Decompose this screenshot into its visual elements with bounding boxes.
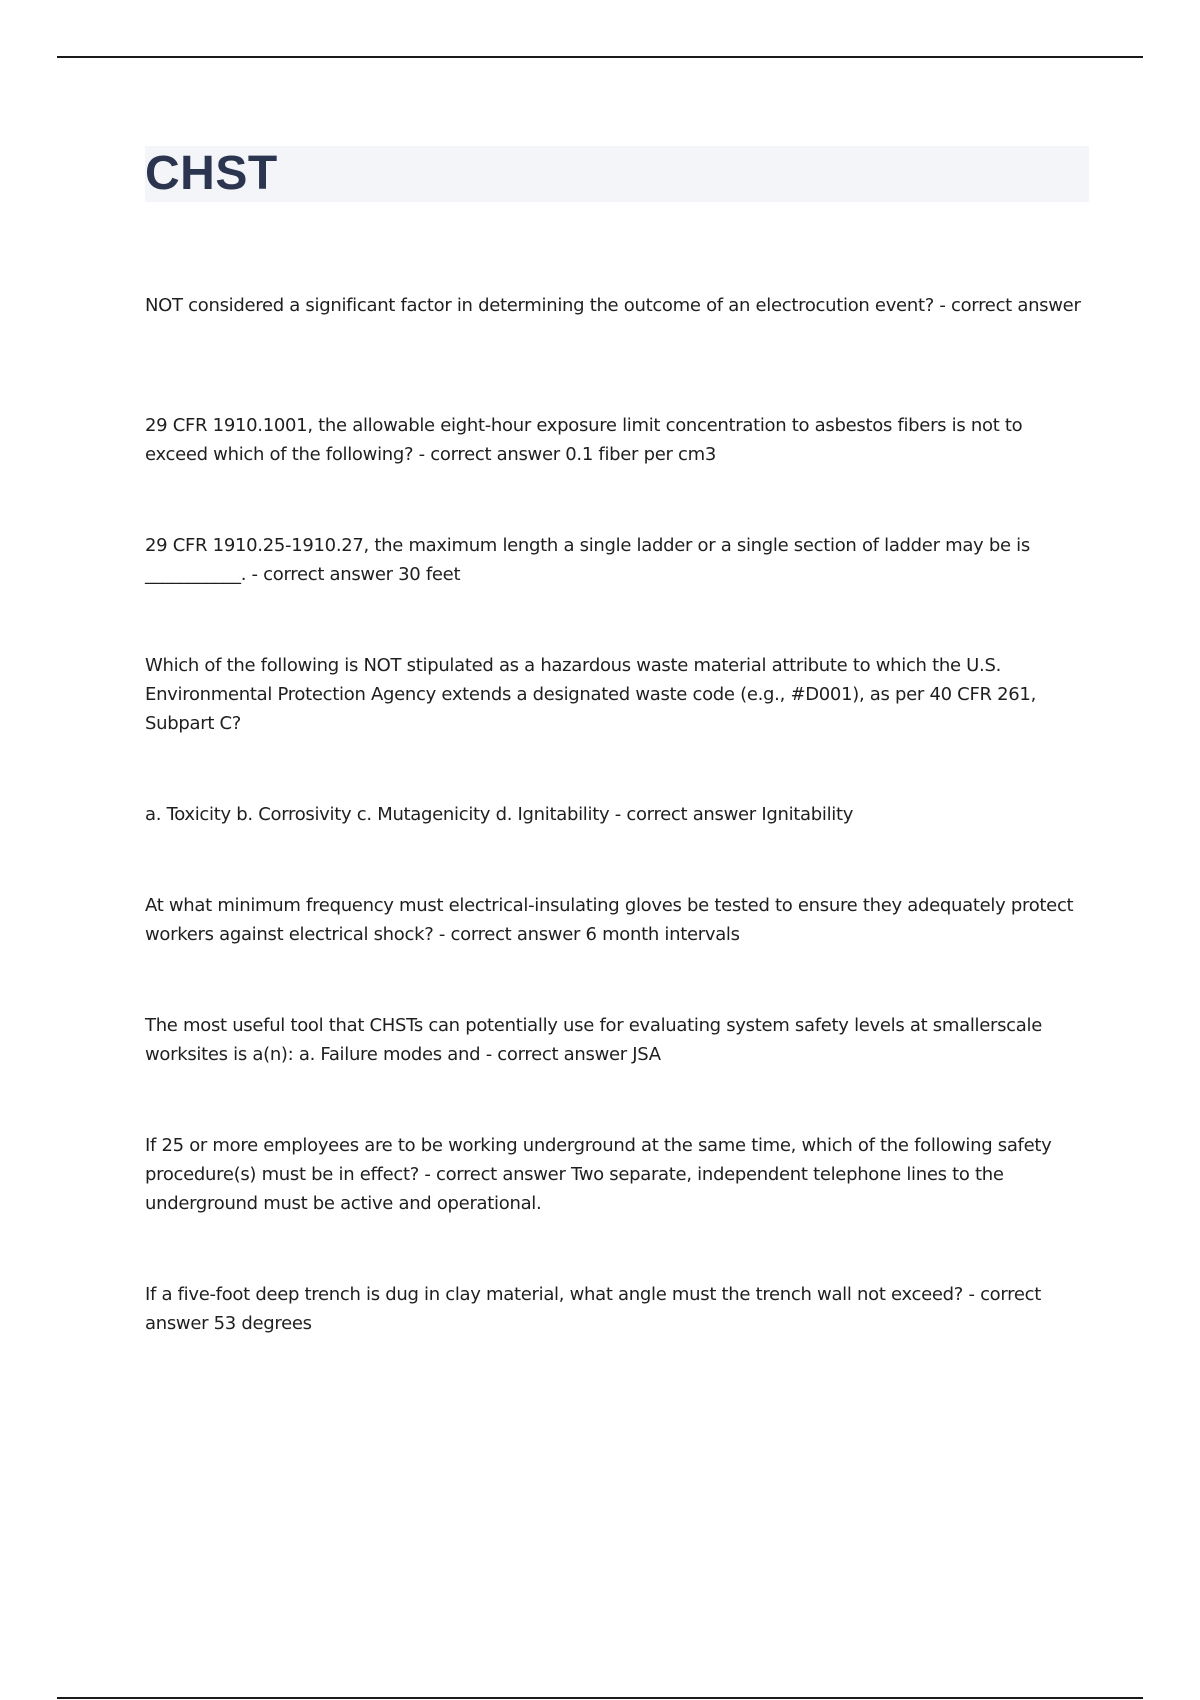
bottom-divider [57,1697,1143,1699]
page-title: CHST [145,147,278,200]
title-band [145,146,1089,202]
question-answer-7: If 25 or more employees are to be working underground at the same time, which of the following safety procedure(s) must be in effect? - correct answer Two separate, independent telephone lines to the underground must be active and operational. [145,1135,1052,1214]
question-4: Which of the following is NOT stipulated as a hazardous waste material attribute to which the U.S. Environmental Protection Agency extends a designated waste code (e.g., #D001), as per 40 CFR 261, Subpart C? [145,655,1037,734]
answer-options-4: a. Toxicity b. Corrosivity c. Mutagenicity d. Ignitability - correct answer Ignitability [145,804,854,825]
question-answer-5: At what minimum frequency must electrical-insulating gloves be tested to ensure they adequately protect workers against electrical shock? - correct answer 6 month intervals [145,895,1074,945]
top-divider [57,56,1143,58]
question-answer-8: If a five-foot deep trench is dug in clay material, what angle must the trench wall not exceed? - correct answer 53 degrees [145,1284,1041,1334]
question-answer-3: 29 CFR 1910.25-1910.27, the maximum length a single ladder or a single section of ladder may be is ___________. - correct answer 30 feet [145,535,1030,585]
question-answer-2: 29 CFR 1910.1001, the allowable eight-hour exposure limit concentration to asbestos fibers is not to exceed which of the following? - correct answer 0.1 fiber per cm3 [145,415,1023,465]
question-answer-1: NOT considered a significant factor in determining the outcome of an electrocution event? - correct answer [145,295,1081,316]
question-answer-6: The most useful tool that CHSTs can potentially use for evaluating system safety levels at smallerscale worksites is a(n): a. Failure modes and - correct answer JSA [145,1015,1042,1065]
